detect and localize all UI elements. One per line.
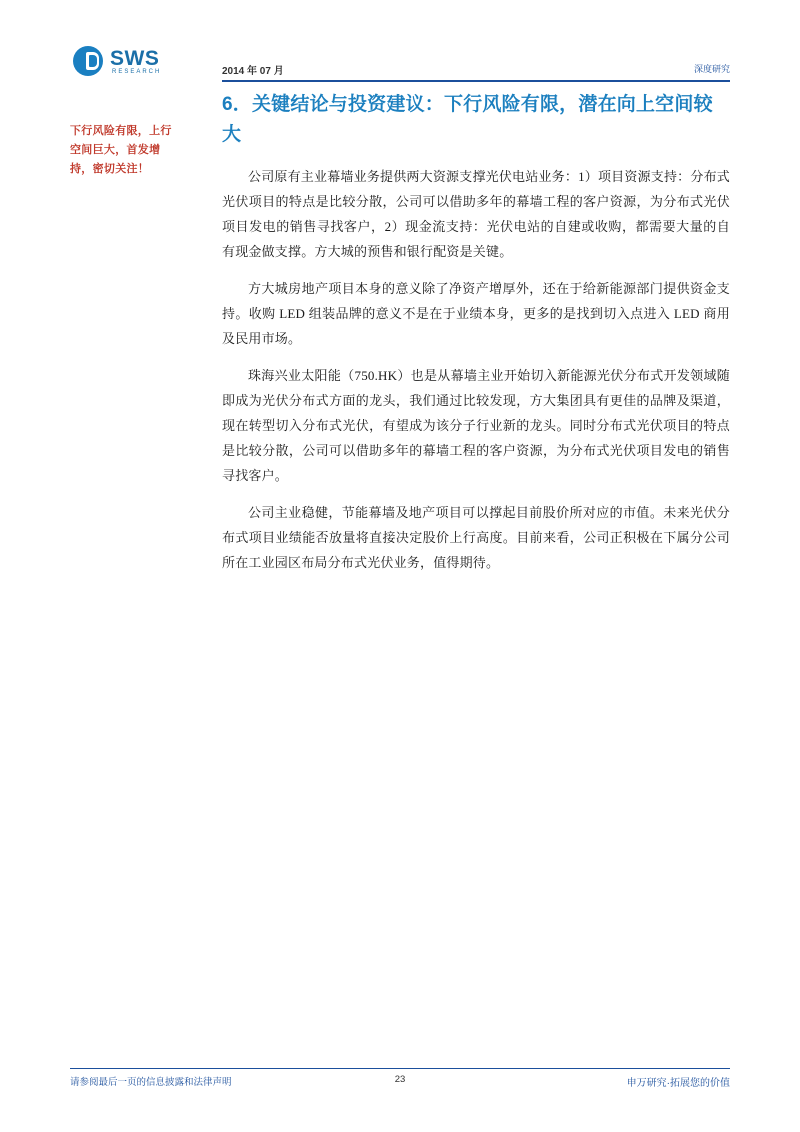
body-paragraph: 公司主业稳健，节能幕墙及地产项目可以撑起目前股价所对应的市值。未来光伏分布式项目业绩能否放量将直接决定股价上行高度。目前来看，公司正积极在下属分公司所在工业园区布局分布式光伏业务，值得期待。 (222, 505, 730, 570)
main-content (222, 90, 730, 587)
margin-note: 下行风险有限，上行空间巨大，首发增持，密切关注！ (70, 125, 172, 175)
body-paragraph: 珠海兴业太阳能（750.HK）也是从幕墙主业开始切入新能源光伏分布式开发领域随即成为光伏分布式方面的龙头，我们通过比较发现，方大集团具有更佳的品牌及渠道，现在转型切入分布式光伏，有望成为该分子行业新的龙头。同时分布式光伏项目的特点是比较分散，公司可以借助多年的幕墙工程的客户资源，为分布式光伏项目发电的销售寻找客户。 (222, 368, 730, 483)
header-date: 2014 年 07 月 (222, 66, 284, 77)
sws-logo (70, 42, 200, 84)
footer-slogan: 申万研究·拓展您的价值 (626, 1078, 730, 1089)
page-number: 23 (394, 1074, 406, 1085)
header-divider (222, 80, 730, 82)
sws-logo-subtext: RESEARCH (112, 69, 162, 75)
sws-logo-icon (73, 46, 103, 76)
header-report-type: 深度研究 (693, 64, 730, 74)
page-header (70, 40, 730, 85)
footer-disclaimer: 请参阅最后一页的信息披露和法律声明 (70, 1077, 232, 1088)
footer-divider (70, 1068, 730, 1069)
body-paragraph: 公司原有主业幕墙业务提供两大资源支撑光伏电站业务：1）项目资源支持：分布式光伏项目的特点是比较分散，公司可以借助多年的幕墙工程的客户资源，为分布式光伏项目发电的销售寻找客户，2）现金流支持：光伏电站的自建或收购，都需要大量的自有现金做支撑。方大城的预售和银行配资是关键。 (222, 169, 730, 259)
section-title: 6．关键结论与投资建议：下行风险有限，潜在向上空间较大 (222, 94, 713, 145)
body-paragraph: 方大城房地产项目本身的意义除了净资产增厚外，还在于给新能源部门提供资金支持。收购 LED 组装品牌的意义不是在于业绩本身，更多的是找到切入点进入 LED 商用及民用市场。 (222, 281, 730, 346)
sws-logo-text: SWS (110, 47, 160, 70)
